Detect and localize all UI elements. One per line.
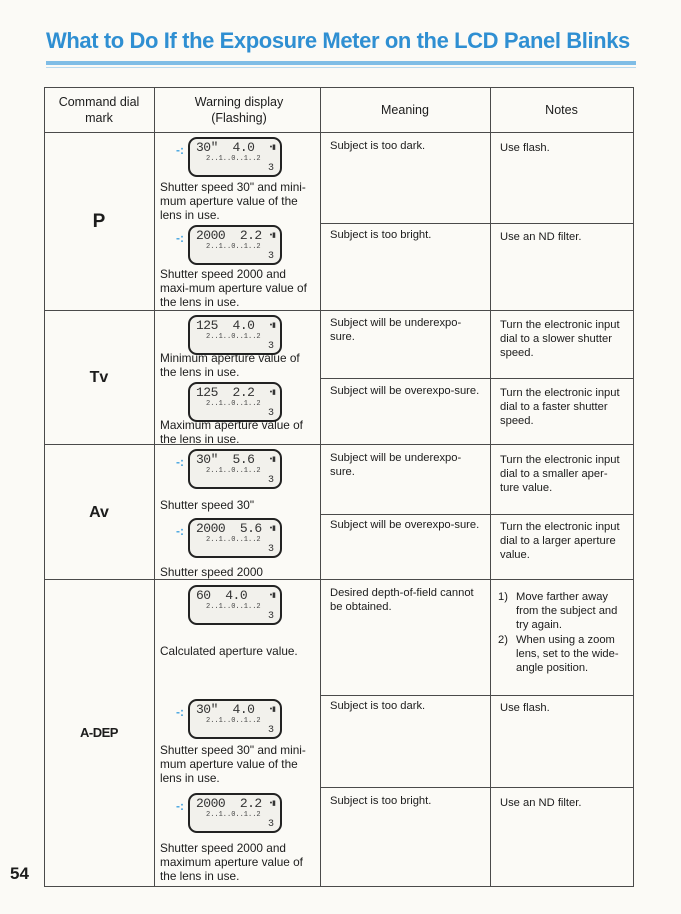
page-number: 54 (10, 864, 29, 883)
lcd-frame-count: 3 (267, 544, 274, 555)
notes-list (498, 590, 628, 676)
rule (44, 886, 634, 887)
blink-indicator: -: (176, 143, 184, 157)
rule (320, 787, 634, 788)
lcd-exposure-scale: 2..1..0..1..2 (206, 155, 261, 163)
notes-text: Turn the electronic input dial to a faster shutter speed. (500, 387, 620, 427)
notes-text: Use an ND filter. (500, 231, 582, 243)
meaning-text: Subject is too dark. (330, 700, 426, 712)
lcd-exposure-scale: 2..1..0..1..2 (206, 400, 261, 408)
lcd-exposure-scale: 2..1..0..1..2 (206, 811, 261, 819)
rule (44, 444, 634, 445)
lcd-warning-display (176, 449, 282, 489)
lcd-frame-count: 3 (267, 163, 274, 174)
notes-text: Move farther away from the subject and try again. (516, 591, 618, 631)
page-title: What to Do If the Exposure Meter on the LCD Panel Blinks (46, 28, 630, 53)
notes-text: Use flash. (500, 142, 550, 154)
warning-description: Maximum aperture value of the lens in use. (160, 418, 303, 446)
lcd-shutter-aperture: 125 2.2 (196, 385, 255, 400)
meaning-text: Subject will be underexpo-sure. (330, 317, 462, 343)
warning-description: Shutter speed 2000 and maxi-mum aperture value of the lens in use. (160, 267, 307, 309)
notes-text: Use flash. (500, 702, 550, 714)
rule (320, 87, 321, 887)
lcd-shutter-aperture: 2000 2.2 (196, 228, 262, 243)
lcd-warning-display (188, 585, 282, 625)
meaning-text: Subject is too dark. (330, 140, 426, 152)
rule (44, 132, 634, 133)
mark-av: Av (89, 504, 109, 521)
rule (44, 87, 45, 887)
title-rule (46, 61, 636, 65)
lcd-exposure-scale: 2..1..0..1..2 (206, 717, 261, 725)
meaning-text: Subject is too bright. (330, 229, 432, 241)
warning-description: Shutter speed 30" and mini-mum aperture value of the lens in use. (160, 743, 306, 785)
lcd-exposure-scale: 2..1..0..1..2 (206, 536, 261, 544)
lcd-exposure-scale: 2..1..0..1..2 (206, 467, 261, 475)
rule (490, 87, 491, 887)
meaning-text: Subject will be overexpo-sure. (330, 519, 480, 531)
notes-text: Turn the electronic input dial to a larger aperture value. (500, 521, 620, 561)
rule (154, 87, 155, 887)
lcd-warning-display (188, 315, 282, 355)
lcd-shutter-aperture: 30" 4.0 (196, 702, 255, 717)
lcd-shutter-aperture: 2000 2.2 (196, 796, 262, 811)
lcd-warning-display (176, 225, 282, 265)
rule (44, 579, 634, 580)
rule (44, 87, 634, 88)
battery-icon: •▮ (269, 456, 276, 463)
lcd-frame-count: 3 (267, 819, 274, 830)
warning-description: Minimum aperture value of the lens in use. (160, 351, 300, 379)
lcd-shutter-aperture: 125 4.0 (196, 318, 255, 333)
mark-tv: Tv (89, 369, 109, 386)
battery-icon: •▮ (269, 322, 276, 329)
battery-icon: •▮ (269, 525, 276, 532)
lcd-warning-display (188, 382, 282, 422)
warning-description: Shutter speed 30" and mini-mum aperture value of the lens in use. (160, 180, 306, 222)
notes-text: When using a zoom lens, set to the wide-angle position. (516, 634, 619, 674)
notes-text: Use an ND filter. (500, 797, 582, 809)
blink-indicator: -: (176, 799, 184, 813)
meaning-text: Desired depth-of-field cannot be obtained. (330, 587, 474, 613)
lcd-frame-count: 3 (267, 475, 274, 486)
warning-description: Shutter speed 2000 and maximum aperture value of the lens in use. (160, 841, 303, 883)
rule (44, 310, 634, 311)
battery-icon: •▮ (269, 800, 276, 807)
blink-indicator: -: (176, 524, 184, 538)
battery-icon: •▮ (269, 389, 276, 396)
blink-indicator: -: (176, 705, 184, 719)
lcd-shutter-aperture: 2000 5.6 (196, 521, 262, 536)
lcd-frame-count: 3 (267, 725, 274, 736)
meaning-text: Subject will be overexpo-sure. (330, 385, 480, 397)
title-rule-thin (46, 67, 636, 68)
lcd-warning-display (176, 699, 282, 739)
lcd-exposure-scale: 2..1..0..1..2 (206, 603, 261, 611)
lcd-warning-display (176, 137, 282, 177)
warning-description: Calculated aperture value. (160, 644, 298, 658)
lcd-warning-display (176, 793, 282, 833)
lcd-frame-count: 3 (267, 611, 274, 622)
lcd-exposure-scale: 2..1..0..1..2 (206, 243, 261, 251)
mark-p: P (92, 211, 106, 232)
meaning-text: Subject is too bright. (330, 795, 432, 807)
notes-list-item (498, 590, 628, 632)
lcd-warning-display (176, 518, 282, 558)
notes-text: Turn the electronic input dial to a smaller aper-ture value. (500, 454, 620, 494)
rule (320, 695, 634, 696)
list-number: 1) (498, 591, 508, 603)
lcd-shutter-aperture: 60 4.0 (196, 588, 248, 603)
header-notes: Notes (545, 103, 578, 117)
battery-icon: •▮ (269, 592, 276, 599)
battery-icon: •▮ (269, 232, 276, 239)
lcd-shutter-aperture: 30" 5.6 (196, 452, 255, 467)
warning-description: Shutter speed 2000 (160, 565, 263, 579)
rule (320, 223, 634, 224)
rule (633, 87, 634, 887)
header-warning-display: Warning display (Flashing) (194, 95, 284, 125)
blink-indicator: -: (176, 231, 184, 245)
mark-a-dep: A-DEP (80, 725, 118, 740)
notes-list-item (498, 633, 628, 675)
rule (320, 378, 634, 379)
header-command-dial-mark: Command dial mark (58, 95, 140, 125)
warning-description: Shutter speed 30" (160, 498, 255, 512)
lcd-exposure-scale: 2..1..0..1..2 (206, 333, 261, 341)
lcd-shutter-aperture: 30" 4.0 (196, 140, 255, 155)
battery-icon: •▮ (269, 706, 276, 713)
lcd-frame-count: 3 (267, 341, 274, 352)
notes-text: Turn the electronic input dial to a slower shutter speed. (500, 319, 620, 359)
blink-indicator: -: (176, 455, 184, 469)
table (44, 87, 634, 887)
lcd-frame-count: 3 (267, 408, 274, 419)
header-meaning: Meaning (381, 103, 429, 117)
rule (320, 514, 634, 515)
list-number: 2) (498, 634, 508, 646)
battery-icon: •▮ (269, 144, 276, 151)
meaning-text: Subject will be underexpo-sure. (330, 452, 462, 478)
lcd-frame-count: 3 (267, 251, 274, 262)
